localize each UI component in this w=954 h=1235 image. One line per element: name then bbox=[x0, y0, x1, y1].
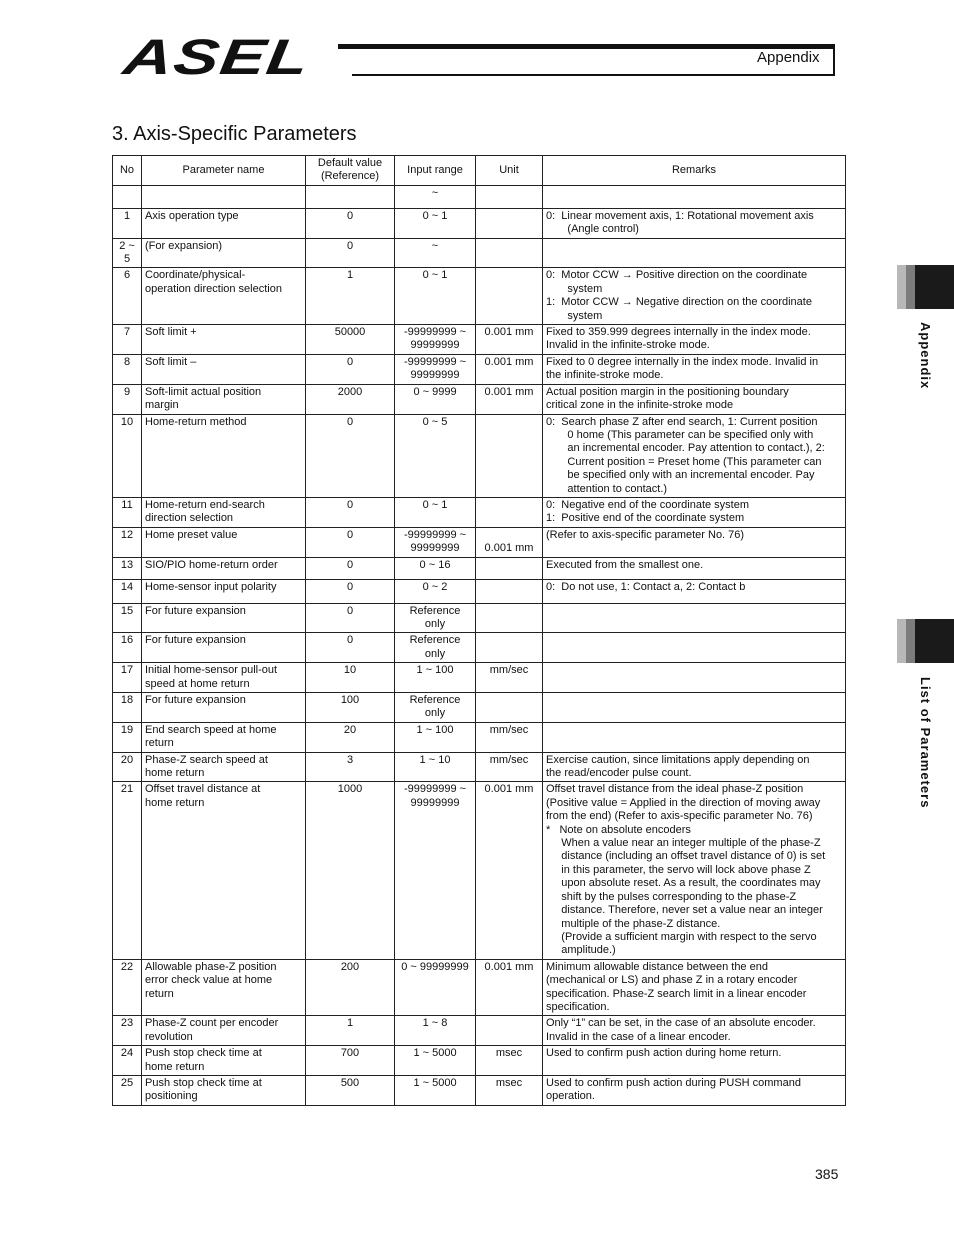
cell-remarks: Minimum allowable distance between the end (mechanical or LS) and phase Z in a rotary encoder specification. Phase-Z search limit in a linear encoder specification. bbox=[543, 959, 846, 1016]
cell-input-range: -99999999 ~ 99999999 bbox=[395, 354, 476, 384]
logo-text: ASEL bbox=[120, 29, 314, 85]
table-row bbox=[113, 722, 846, 752]
cell-parameter-name: Allowable phase-Z position error check value at home return bbox=[142, 959, 306, 1016]
cell-default-value: 2000 bbox=[306, 384, 395, 414]
cell-default-value: 0 bbox=[306, 497, 395, 527]
table-body bbox=[113, 185, 846, 1105]
appendix-tab-marker bbox=[897, 265, 954, 309]
cell-input-range: -99999999 ~ 99999999 bbox=[395, 782, 476, 959]
cell-default-value: 0 bbox=[306, 354, 395, 384]
cell-unit bbox=[476, 208, 543, 238]
header-section-label: Appendix bbox=[757, 49, 820, 66]
cell-no: 12 bbox=[113, 527, 142, 557]
cell-remarks: Used to confirm push action during home return. bbox=[543, 1046, 846, 1076]
cell-default-value: 0 bbox=[306, 633, 395, 663]
cell-default-value: 0 bbox=[306, 579, 395, 603]
cell-input-range: ~ bbox=[395, 238, 476, 268]
cell-default-value: 500 bbox=[306, 1075, 395, 1105]
cell-input-range: 1 ~ 5000 bbox=[395, 1046, 476, 1076]
cell-unit bbox=[476, 1016, 543, 1046]
cell-parameter-name: Soft limit + bbox=[142, 325, 306, 355]
cell-default-value: 20 bbox=[306, 722, 395, 752]
cell-unit: 0.001 mm bbox=[476, 354, 543, 384]
cell-default-value: 0 bbox=[306, 527, 395, 557]
cell-parameter-name: Phase-Z search speed at home return bbox=[142, 752, 306, 782]
cell-no: 21 bbox=[113, 782, 142, 959]
cell-no: 1 bbox=[113, 208, 142, 238]
cell-input-range: Reference only bbox=[395, 633, 476, 663]
cell-remarks: Fixed to 0 degree internally in the index mode. Invalid in the infinite-stroke mode. bbox=[543, 354, 846, 384]
cell-unit: mm/sec bbox=[476, 663, 543, 693]
cell-parameter-name: Initial home-sensor pull-out speed at home return bbox=[142, 663, 306, 693]
cell-no: 9 bbox=[113, 384, 142, 414]
table-header-row bbox=[113, 156, 846, 186]
cell-remarks: (Refer to axis-specific parameter No. 76) bbox=[543, 527, 846, 557]
cell-input-range: 0 ~ 5 bbox=[395, 414, 476, 497]
cell-no: 15 bbox=[113, 603, 142, 633]
table-row bbox=[113, 579, 846, 603]
table-row bbox=[113, 603, 846, 633]
cell-unit bbox=[476, 238, 543, 268]
cell-unit bbox=[476, 497, 543, 527]
header-no: No bbox=[113, 156, 142, 186]
cell-remarks: Exercise caution, since limitations apply depending on the read/encoder pulse count. bbox=[543, 752, 846, 782]
cell-no: 25 bbox=[113, 1075, 142, 1105]
cell-default-value bbox=[306, 185, 395, 208]
table-row bbox=[113, 497, 846, 527]
cell-default-value: 700 bbox=[306, 1046, 395, 1076]
cell-default-value: 1000 bbox=[306, 782, 395, 959]
cell-input-range: 0 ~ 99999999 bbox=[395, 959, 476, 1016]
cell-no: 17 bbox=[113, 663, 142, 693]
cell-no: 2 ~ 5 bbox=[113, 238, 142, 268]
cell-remarks: Only “1” can be set, in the case of an absolute encoder. Invalid in the case of a linear encoder. bbox=[543, 1016, 846, 1046]
cell-input-range: 1 ~ 8 bbox=[395, 1016, 476, 1046]
table-row bbox=[113, 782, 846, 959]
table-row bbox=[113, 527, 846, 557]
cell-default-value: 0 bbox=[306, 414, 395, 497]
page-number: 385 bbox=[815, 1166, 839, 1182]
cell-parameter-name: For future expansion bbox=[142, 633, 306, 663]
cell-default-value: 0 bbox=[306, 603, 395, 633]
cell-parameter-name: Push stop check time at home return bbox=[142, 1046, 306, 1076]
cell-unit bbox=[476, 579, 543, 603]
cell-default-value: 0 bbox=[306, 557, 395, 579]
cell-input-range: 0 ~ 9999 bbox=[395, 384, 476, 414]
cell-remarks bbox=[543, 633, 846, 663]
cell-remarks bbox=[543, 185, 846, 208]
cell-input-range: Reference only bbox=[395, 693, 476, 723]
cell-default-value: 200 bbox=[306, 959, 395, 1016]
cell-input-range: 1 ~ 100 bbox=[395, 663, 476, 693]
cell-parameter-name: Offset travel distance at home return bbox=[142, 782, 306, 959]
table-row bbox=[113, 384, 846, 414]
cell-no: 13 bbox=[113, 557, 142, 579]
cell-remarks bbox=[543, 603, 846, 633]
cell-no: 20 bbox=[113, 752, 142, 782]
header-parameter-name: Parameter name bbox=[142, 156, 306, 186]
cell-no: 24 bbox=[113, 1046, 142, 1076]
cell-default-value: 10 bbox=[306, 663, 395, 693]
table-row bbox=[113, 208, 846, 238]
cell-remarks: 0: Linear movement axis, 1: Rotational movement axis (Angle control) bbox=[543, 208, 846, 238]
cell-parameter-name: Push stop check time at positioning bbox=[142, 1075, 306, 1105]
cell-unit: 0.001 mm bbox=[476, 782, 543, 959]
header-default-value: Default value (Reference) bbox=[306, 156, 395, 186]
cell-remarks bbox=[543, 663, 846, 693]
table-row bbox=[113, 1046, 846, 1076]
cell-parameter-name: Home-return end-search direction selection bbox=[142, 497, 306, 527]
cell-remarks: Actual position margin in the positioning boundary critical zone in the infinite-stroke mode bbox=[543, 384, 846, 414]
table-row bbox=[113, 185, 846, 208]
cell-remarks: Used to confirm push action during PUSH command operation. bbox=[543, 1075, 846, 1105]
cell-no: 22 bbox=[113, 959, 142, 1016]
cell-remarks: Executed from the smallest one. bbox=[543, 557, 846, 579]
list-tab-marker bbox=[897, 619, 954, 663]
cell-no: 14 bbox=[113, 579, 142, 603]
cell-remarks: 0: Motor CCW → Positive direction on the coordinate system 1: Motor CCW → Negative direction on the coordinate system bbox=[543, 268, 846, 325]
cell-no: 23 bbox=[113, 1016, 142, 1046]
cell-no: 10 bbox=[113, 414, 142, 497]
cell-unit: 0.001 mm bbox=[476, 527, 543, 557]
cell-input-range: ~ bbox=[395, 185, 476, 208]
cell-remarks: 0: Search phase Z after end search, 1: Current position 0 home (This parameter can be specified only with an incremental encoder. Pay attention to contact.), 2: Current position = Preset home (This parameter can be specified only with an incremental encoder. Pay attention to contact.) bbox=[543, 414, 846, 497]
cell-unit: 0.001 mm bbox=[476, 384, 543, 414]
cell-parameter-name: Home-return method bbox=[142, 414, 306, 497]
header-input-range: Input range bbox=[395, 156, 476, 186]
cell-parameter-name: SIO/PIO home-return order bbox=[142, 557, 306, 579]
cell-parameter-name: For future expansion bbox=[142, 603, 306, 633]
cell-input-range: 1 ~ 100 bbox=[395, 722, 476, 752]
cell-parameter-name bbox=[142, 185, 306, 208]
cell-parameter-name: Home-sensor input polarity bbox=[142, 579, 306, 603]
cell-input-range: 0 ~ 1 bbox=[395, 497, 476, 527]
cell-input-range: 0 ~ 2 bbox=[395, 579, 476, 603]
cell-input-range: -99999999 ~ 99999999 bbox=[395, 325, 476, 355]
cell-no: 6 bbox=[113, 268, 142, 325]
cell-unit bbox=[476, 633, 543, 663]
cell-default-value: 50000 bbox=[306, 325, 395, 355]
table-row bbox=[113, 693, 846, 723]
side-tab-list-of-parameters: List of Parameters bbox=[918, 677, 933, 809]
cell-input-range: Reference only bbox=[395, 603, 476, 633]
cell-parameter-name: For future expansion bbox=[142, 693, 306, 723]
cell-parameter-name: Soft limit – bbox=[142, 354, 306, 384]
cell-input-range: -99999999 ~ 99999999 bbox=[395, 527, 476, 557]
cell-remarks bbox=[543, 238, 846, 268]
cell-input-range: 1 ~ 10 bbox=[395, 752, 476, 782]
table-row bbox=[113, 325, 846, 355]
cell-remarks bbox=[543, 722, 846, 752]
cell-unit: mm/sec bbox=[476, 722, 543, 752]
cell-unit bbox=[476, 603, 543, 633]
cell-default-value: 1 bbox=[306, 268, 395, 325]
table-row bbox=[113, 414, 846, 497]
cell-remarks: Fixed to 359.999 degrees internally in the index mode. Invalid in the infinite-stroke mode. bbox=[543, 325, 846, 355]
cell-no: 7 bbox=[113, 325, 142, 355]
cell-no bbox=[113, 185, 142, 208]
cell-remarks: 0: Negative end of the coordinate system 1: Positive end of the coordinate system bbox=[543, 497, 846, 527]
table-row bbox=[113, 959, 846, 1016]
cell-parameter-name: Coordinate/physical- operation direction selection bbox=[142, 268, 306, 325]
cell-parameter-name: Soft-limit actual position margin bbox=[142, 384, 306, 414]
asel-logo bbox=[120, 29, 354, 85]
parameters-table bbox=[112, 155, 846, 1106]
cell-input-range: 1 ~ 5000 bbox=[395, 1075, 476, 1105]
cell-unit bbox=[476, 557, 543, 579]
cell-parameter-name: (For expansion) bbox=[142, 238, 306, 268]
cell-remarks bbox=[543, 693, 846, 723]
cell-unit: mm/sec bbox=[476, 752, 543, 782]
table-row bbox=[113, 663, 846, 693]
header-rule-bottom bbox=[352, 74, 835, 76]
cell-unit bbox=[476, 268, 543, 325]
header-rule-vertical bbox=[833, 44, 835, 76]
cell-parameter-name: Home preset value bbox=[142, 527, 306, 557]
cell-no: 11 bbox=[113, 497, 142, 527]
table-row bbox=[113, 752, 846, 782]
cell-parameter-name: Phase-Z count per encoder revolution bbox=[142, 1016, 306, 1046]
cell-parameter-name: End search speed at home return bbox=[142, 722, 306, 752]
cell-parameter-name: Axis operation type bbox=[142, 208, 306, 238]
table-row bbox=[113, 354, 846, 384]
header-unit: Unit bbox=[476, 156, 543, 186]
cell-input-range: 0 ~ 16 bbox=[395, 557, 476, 579]
cell-default-value: 1 bbox=[306, 1016, 395, 1046]
cell-default-value: 0 bbox=[306, 238, 395, 268]
cell-unit: 0.001 mm bbox=[476, 325, 543, 355]
cell-remarks: 0: Do not use, 1: Contact a, 2: Contact b bbox=[543, 579, 846, 603]
cell-remarks: Offset travel distance from the ideal phase-Z position (Positive value = Applied in the direction of moving away from the end) (Refer to axis-specific parameter No. 76) * Note on absolute encoders When a value near an integer multiple of the phase-Z distance (including an offset travel distance of 0) is set in this parameter, the servo will lock above phase Z upon absolute reset. As a result, the coordinates may shift by the pulses corresponding to the phase-Z distance. Therefore, never set a value near an integer multiple of the phase-Z distance. (Provide a sufficient margin with respect to the servo amplitude.) bbox=[543, 782, 846, 959]
cell-input-range: 0 ~ 1 bbox=[395, 268, 476, 325]
cell-default-value: 0 bbox=[306, 208, 395, 238]
side-tab-appendix: Appendix bbox=[918, 322, 933, 390]
section-title: 3. Axis-Specific Parameters bbox=[112, 123, 357, 145]
cell-unit bbox=[476, 185, 543, 208]
cell-default-value: 3 bbox=[306, 752, 395, 782]
cell-unit bbox=[476, 693, 543, 723]
table-row bbox=[113, 1016, 846, 1046]
table-row bbox=[113, 238, 846, 268]
cell-no: 19 bbox=[113, 722, 142, 752]
cell-no: 16 bbox=[113, 633, 142, 663]
cell-input-range: 0 ~ 1 bbox=[395, 208, 476, 238]
table-row bbox=[113, 557, 846, 579]
cell-no: 8 bbox=[113, 354, 142, 384]
table-row bbox=[113, 633, 846, 663]
cell-unit: 0.001 mm bbox=[476, 959, 543, 1016]
cell-unit: msec bbox=[476, 1075, 543, 1105]
cell-default-value: 100 bbox=[306, 693, 395, 723]
cell-unit bbox=[476, 414, 543, 497]
cell-no: 18 bbox=[113, 693, 142, 723]
table-row bbox=[113, 268, 846, 325]
table-row bbox=[113, 1075, 846, 1105]
cell-unit: msec bbox=[476, 1046, 543, 1076]
header-remarks: Remarks bbox=[543, 156, 846, 186]
